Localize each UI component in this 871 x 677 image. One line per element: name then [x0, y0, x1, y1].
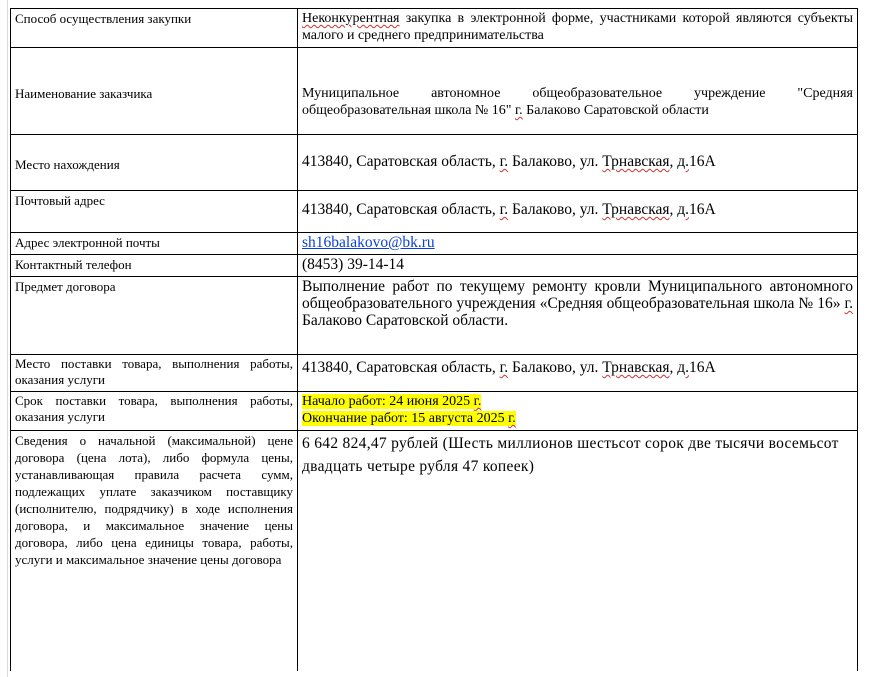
- text-fragment: 16А: [689, 201, 716, 218]
- spellcheck-word: Трнавская: [602, 201, 670, 218]
- text-fragment: Балаково, ул.: [508, 153, 603, 170]
- row-label: Место нахождения: [11, 135, 298, 191]
- text-fragment: Муниципальное автономное общеобразовательное учреждение "Средняя общеобразовательная школа № 16": [302, 86, 853, 118]
- customer-name-value: [298, 48, 858, 135]
- spellcheck-word: г.: [515, 103, 523, 118]
- spellcheck-word: г.: [508, 411, 516, 426]
- text-fragment: 413840, Саратовская область,: [302, 201, 500, 218]
- row-label: Способ осуществления закупки: [11, 9, 298, 48]
- spellcheck-word: Неконкурентная: [302, 11, 400, 26]
- spellcheck-word: г.: [844, 295, 853, 312]
- procurement-info-table: [10, 8, 858, 671]
- spellcheck-word: д.: [677, 201, 690, 218]
- procurement-method-value: [298, 9, 858, 48]
- text-fragment: Балаково Саратовской области.: [302, 312, 509, 329]
- text-fragment: Окончание работ: 15 августа 2025: [302, 411, 509, 426]
- page-margin-guide: [7, 0, 8, 677]
- text-fragment: ,: [669, 201, 678, 218]
- postal-address-value: [298, 191, 858, 233]
- location-value: [298, 135, 858, 191]
- table-row: [11, 9, 858, 48]
- spellcheck-word: Трнавская: [602, 153, 670, 170]
- spellcheck-word: д.: [677, 153, 690, 170]
- row-label: Наименование заказчика: [11, 48, 298, 135]
- text-fragment: Начало работ: 24 июня 2025: [302, 394, 474, 409]
- table-row: [11, 392, 858, 431]
- spellcheck-word: г.: [473, 394, 482, 409]
- text-fragment: Балаково Саратовской области: [522, 103, 709, 118]
- table-row: [11, 355, 858, 392]
- row-label: Срок поставки товара, выполнения работы, оказания услуги: [11, 392, 298, 431]
- phone-value: (8453) 39-14-14: [298, 255, 858, 277]
- table-row: [11, 277, 858, 355]
- email-cell: [298, 233, 858, 255]
- table-row: [11, 431, 858, 671]
- spellcheck-word: д.: [677, 359, 690, 376]
- delivery-place-value: [298, 355, 858, 392]
- spellcheck-word: г.: [499, 153, 509, 170]
- text-fragment: 16А: [689, 359, 716, 376]
- start-date-highlight: [302, 394, 481, 409]
- row-label: Адрес электронной почты: [11, 233, 298, 255]
- row-label: Место поставки товара, выполнения работы, оказания услуги: [11, 355, 298, 392]
- table-row: [11, 191, 858, 233]
- text-fragment: Выполнение работ по текущему ремонту кровли Муниципального автономного общеобразовательного учреждения «Средняя общеобразовательная школа № 16»: [302, 278, 853, 312]
- spellcheck-word: г.: [499, 201, 509, 218]
- table-row: [11, 48, 858, 135]
- text-fragment: Балаково, ул.: [508, 201, 603, 218]
- text-fragment: 16А: [689, 153, 716, 170]
- row-label: Предмет договора: [11, 277, 298, 355]
- text-fragment: ,: [669, 359, 678, 376]
- contract-subject-value: [298, 277, 858, 355]
- table-row: [11, 135, 858, 191]
- table-row: [11, 255, 858, 277]
- text-fragment: 413840, Саратовская область,: [302, 153, 500, 170]
- spellcheck-word: Трнавская: [602, 359, 670, 376]
- row-label: Почтовый адрес: [11, 191, 298, 233]
- text-fragment: Балаково, ул.: [508, 359, 603, 376]
- end-date-highlight: [302, 411, 516, 426]
- email-link[interactable]: sh16balakovo@bk.ru: [302, 234, 435, 251]
- table-row: [11, 233, 858, 255]
- delivery-term-value: [298, 392, 858, 431]
- text-fragment: закупка в электронной форме, участниками которой являются субъекты малого и среднего предпринимательства: [302, 11, 853, 43]
- spellcheck-word: г.: [499, 359, 509, 376]
- text-fragment: 413840, Саратовская область,: [302, 359, 500, 376]
- row-label: Сведения о начальной (максимальной) цене договора (цена лота), либо формула цены, устанавливающая правила расчета сумм, подлежащих уплате заказчиком поставщику (исполнителю, подрядчику) в ходе исполнения договора, и максимальное значение цены договора, либо цена единицы товара, работы, услуги и максимальное значение цены договора: [11, 431, 298, 671]
- text-fragment: ,: [669, 153, 678, 170]
- row-label: Контактный телефон: [11, 255, 298, 277]
- initial-price-value: 6 642 824,47 рублей (Шесть миллионов шестьсот сорок две тысячи восемьсот двадцать четыре рубля 47 копеек): [298, 431, 858, 671]
